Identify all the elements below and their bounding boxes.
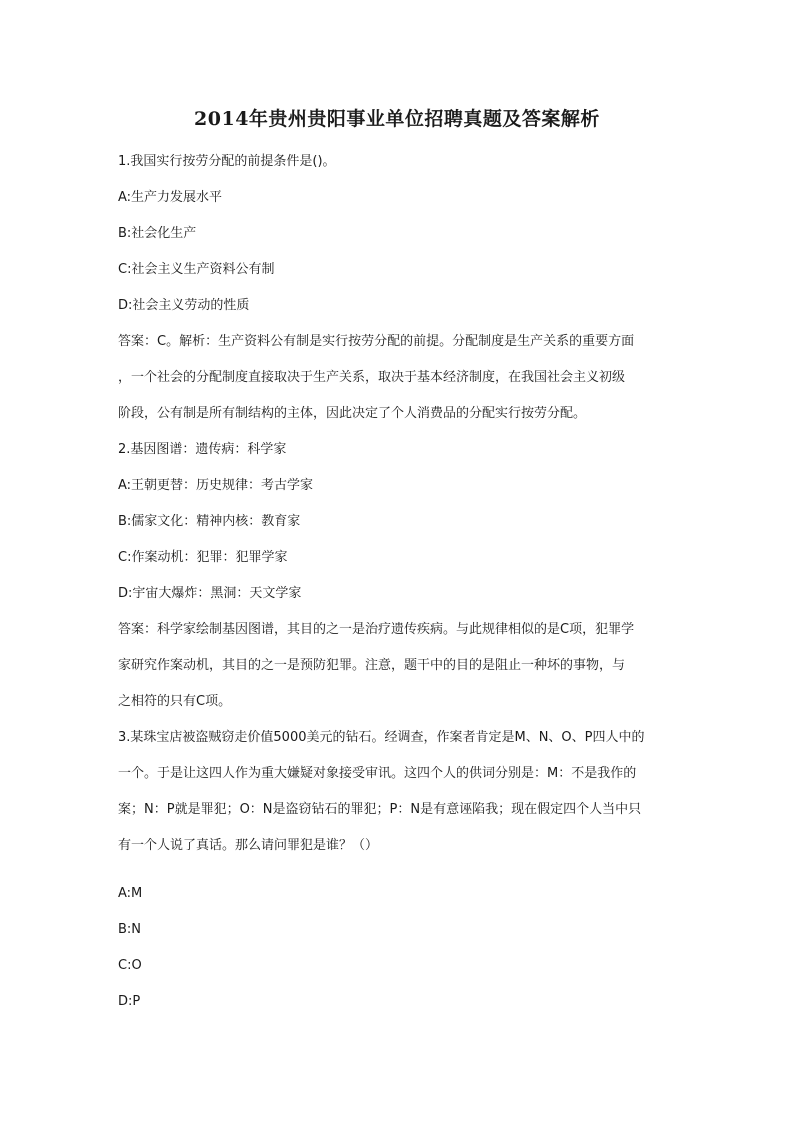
question-1-text: 1.我国实行按劳分配的前提条件是()。 — [118, 154, 336, 169]
question-2-option-c: C:作案动机：犯罪：犯罪学家 — [118, 550, 288, 565]
document-title: 2014年贵州贵阳事业单位招聘真题及答案解析 — [194, 108, 600, 130]
question-2-answer-line-2: 家研究作案动机，其目的之一是预防犯罪。注意，题干中的目的是阻止一种坏的事物，与 — [118, 658, 626, 673]
question-1-option-c: C:社会主义生产资料公有制 — [118, 262, 275, 277]
question-3-option-c: C:O — [118, 958, 142, 973]
question-1-answer-line-2: ，一个社会的分配制度直接取决于生产关系，取决于基本经济制度，在我国社会主义初级 — [118, 370, 626, 385]
question-1-answer-line-1: 答案：C。解析：生产资料公有制是实行按劳分配的前提。分配制度是生产关系的重要方面 — [118, 334, 635, 349]
question-2-answer-line-3: 之相符的只有C项。 — [118, 694, 232, 709]
question-3-option-d: D:P — [118, 994, 141, 1009]
question-3-option-a: A:M — [118, 886, 143, 901]
question-3-option-b: B:N — [118, 922, 142, 937]
question-1-answer-line-3: 阶段，公有制是所有制结构的主体，因此决定了个人消费品的分配实行按劳分配。 — [118, 406, 587, 421]
question-2-option-b: B:儒家文化：精神内核：教育家 — [118, 514, 301, 529]
question-2-answer-line-1: 答案：科学家绘制基因图谱，其目的之一是治疗遗传疾病。与此规律相似的是C项，犯罪学 — [118, 622, 635, 637]
question-1-option-b: B:社会化生产 — [118, 226, 197, 241]
spacer — [118, 864, 678, 876]
question-3-text-line-1: 3.某珠宝店被盗贼窃走价值5000美元的钻石。经调查，作案者肯定是M、N、O、P四人中的 — [118, 730, 645, 745]
question-2-option-d: D:宇宙大爆炸：黑洞：天文学家 — [118, 586, 302, 601]
document-body — [118, 144, 678, 1020]
question-3-text-line-4: 有一个人说了真话。那么请问罪犯是谁？（） — [118, 838, 379, 853]
question-2-text: 2.基因图谱：遗传病：科学家 — [118, 442, 287, 457]
question-3-text-line-3: 案；N：P就是罪犯；O：N是盗窃钻石的罪犯；P：N是有意诬陷我；现在假定四个人当中只 — [118, 802, 642, 817]
question-2-option-a: A:王朝更替：历史规律：考古学家 — [118, 478, 314, 493]
question-3-text-line-2: 一个。于是让这四人作为重大嫌疑对象接受审讯。这四个人的供词分别是：M：不是我作的 — [118, 766, 637, 781]
question-1-option-d: D:社会主义劳动的性质 — [118, 298, 250, 313]
question-1-option-a: A:生产力发展水平 — [118, 190, 223, 205]
